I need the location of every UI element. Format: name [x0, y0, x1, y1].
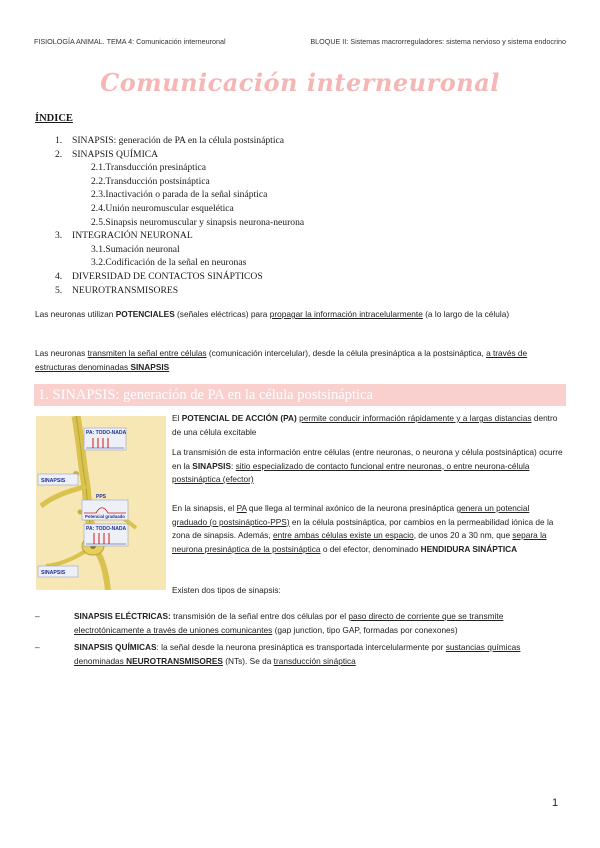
section-1-heading-band [34, 384, 566, 406]
figure-label-synapse-1: SINAPSIS [41, 478, 66, 484]
intro-paragraph-1: Las neuronas utilizan POTENCIALES (señales eléctricas) para propagar la información intracelularmente (a lo largo de la célula) [35, 309, 510, 319]
figure-label-pps: PPS [96, 494, 107, 500]
page-number: 1 [552, 797, 559, 809]
page-header [34, 37, 566, 49]
bullet-chemical-synapse: – SINAPSIS QUÍMICAS: la señal desde la neurona presináptica es transportada intercelularmente por sustancias químicas denominadas NEUROTRANSMISORES (NTs). Se da transducción sináptica [35, 642, 521, 666]
section-1-paragraph-1: El POTENCIAL DE ACCIÓN (PA) permite conducir información rápidamente y a largas distancias dentro de una célula excitable [172, 413, 558, 437]
header-right: BLOQUE II: Sistemas macrorreguladores: sistema nervioso y sistema endocrino [310, 37, 566, 46]
toc-item-1[interactable]: 1. SINAPSIS: generación de PA en la célula postsináptica [55, 135, 285, 146]
toc-item-3-2[interactable]: 3.2.Codificación de la señal en neuronas [91, 257, 247, 269]
toc-item-2[interactable]: 2. SINAPSIS QUÍMICA [55, 148, 159, 160]
bullet-electrical-synapse: – SINAPSIS ELÉCTRICAS: transmisión de la señal entre dos células por el paso directo de corriente que se transmite electrotónicamente a través de uniones comunicantes (gap junction, tipo GAP, formadas por conexones) [35, 611, 504, 635]
toc-item-2-2[interactable]: 2.2.Transducción postsináptica [91, 175, 210, 187]
synapse-figure [36, 416, 166, 590]
section-1-paragraph-2: La transmisión de esta información entre células (entre neuronas, o neurona y célula postsináptica) ocurre en la SINAPSIS: sitio especializado de contacto funcional entre neuronas, o entre neurona-célula postsináptica (efector) [172, 447, 563, 484]
toc-item-3[interactable]: 3. INTEGRACIÓN NEURONAL [55, 230, 193, 242]
section-1-heading: 1. SINAPSIS: generación de PA en la célula postsináptica [38, 387, 373, 403]
index-heading: ÍNDICE [35, 113, 73, 124]
toc-item-2-5[interactable]: 2.5.Sinapsis neuromuscular y sinapsis neurona-neurona [91, 216, 305, 228]
toc-item-2-1[interactable]: 2.1.Transducción presináptica [91, 162, 207, 174]
toc-item-2-4[interactable]: 2.4.Unión neuromuscular esquelética [91, 203, 234, 214]
figure-label-graded-potential: Potencial graduado [85, 514, 125, 519]
section-1-paragraph-3: En la sinapsis, el PA que llega al terminal axónico de la neurona presináptica genera un potencial graduado (o postsináptico-PPS) en la célula postsináptica, por cambios en la permeabilidad iónica de la zona de sinapsis. Además, entre ambas células existe un espacio, de unos 20 a 30 nm, que separa la neurona presináptica de la postsináptica o del efector, denominado HENDIDURA SINÁPTICA [172, 503, 554, 554]
toc-item-3-1[interactable]: 3.1.Sumación neuronal [91, 243, 180, 255]
toc-item-2-3[interactable]: 2.3.Inactivación o parada de la señal sináptica [91, 189, 268, 201]
figure-label-pa-1: PA: TODO-NADA [86, 430, 127, 436]
header-left: FISIOLOGÍA ANIMAL. TEMA 4: Comunicación interneuronal [34, 37, 226, 46]
toc-item-4[interactable]: 4. DIVERSIDAD DE CONTACTOS SINÁPTICOS [55, 271, 263, 282]
toc-item-5[interactable]: 5. NEUROTRANSMISORES [55, 284, 179, 296]
section-1-paragraph-4: Existen dos tipos de sinapsis: [172, 585, 281, 595]
figure-label-synapse-2: SINAPSIS [41, 570, 66, 576]
synapse-diagram [36, 416, 166, 590]
figure-label-pa-2: PA: TODO-NADA [86, 526, 127, 532]
document-title: Comunicación interneuronal [100, 68, 500, 97]
intro-paragraph-2: Las neuronas transmiten la señal entre células (comunicación intercelular), desde la célula presináptica a la postsináptica, a través de estructuras denominadas SINAPSIS [35, 348, 528, 372]
